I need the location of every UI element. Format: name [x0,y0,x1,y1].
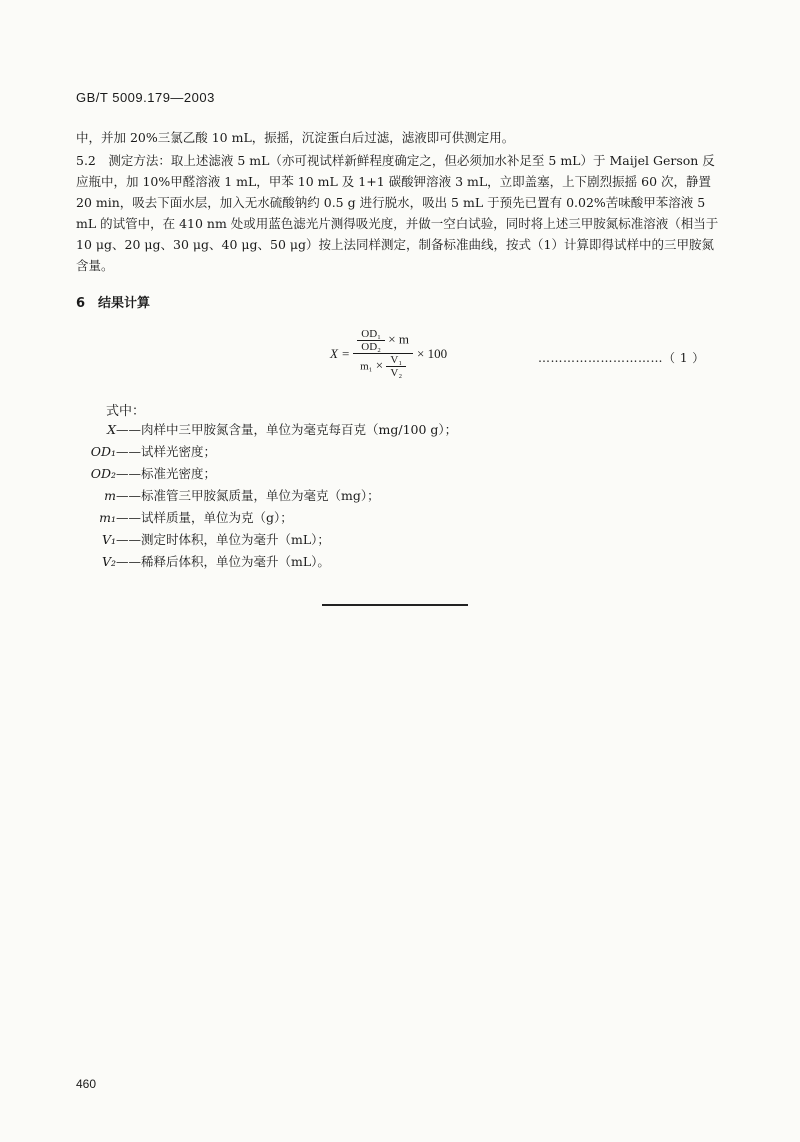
variable-dash: —— [116,422,141,437]
variable-description: 肉样中三甲胺氮含量，单位为毫克每百克（mg/100 g）； [141,422,458,437]
variable-dash: —— [116,554,141,569]
variable-description: 试样质量，单位为克（g）； [141,510,293,525]
od2-term: OD₂ [361,341,382,353]
variable-row [88,442,216,462]
variable-symbol: V₁ [101,532,116,547]
variable-symbol: X [107,422,116,437]
variable-row [88,464,216,484]
od-ratio [357,328,385,353]
v1-term: V₁ [390,354,403,366]
formula-main-fraction [353,328,413,379]
times-sign: × [375,357,384,373]
times-m-term: × m [388,331,409,347]
variable-row [88,486,380,506]
variable-description: 标准管三甲胺氮质量，单位为毫克（mg）； [141,488,380,503]
variable-dash: —— [116,532,141,547]
variable-row [88,508,293,528]
formula-lhs: X [330,345,338,361]
variable-row [88,530,330,550]
formula-denominator [356,354,410,379]
standard-code-header: GB/T 5009.179—2003 [76,90,215,105]
variable-row [88,552,330,572]
variable-description: 稀释后体积，单位为毫升（mL）。 [141,554,330,569]
page-number: 460 [76,1077,97,1091]
variable-description: 标准光密度； [141,466,217,481]
variable-symbol: V₂ [101,554,116,569]
v2-term: V₂ [390,367,403,379]
variable-description: 测定时体积，单位为毫升（mL）； [141,532,330,547]
variable-dash: —— [116,488,141,503]
variable-symbol: OD₂ [90,466,116,481]
formula-numerator [353,328,413,353]
variable-dash: —— [116,466,141,481]
paragraph-continuation: 中，并加 20%三氯乙酸 10 mL，振摇，沉淀蛋白后过滤，滤液即可供测定用。 [76,130,515,145]
v-ratio [386,354,406,379]
variable-symbol: m [104,488,116,503]
variable-description: 试样光密度； [141,444,217,459]
variable-row [88,420,457,440]
variable-dash: —— [116,444,141,459]
variable-dash: —— [116,510,141,525]
paragraph-5-2-method: 5.2 测定方法：取上述滤液 5 mL（亦可视试样新鲜程度确定之，但必须加水补足至 5 mL）于 Maijel Gerson 反应瓶中，加 10%甲醛溶液 1 mL，甲苯 10 mL 及 1+1 碳酸钾溶液 3 mL，立即盖塞，上下剧烈振摇 60 次，静置 20 min，吸去下面水层，加入无水硫酸钠约 0.5 g 进行脱水，吸出 5 mL 于预先已置有 0.02%苦味酸甲苯溶液 5 mL 的试管中，在 410 nm 处或用蓝色滤光片测得吸光度，并做一空白试验，同时将上述三甲胺氮标准溶液（相当于 10 μg、20 μg、30 μg、40 μg、50 μg）按上法同样测定，制备标准曲线，按式（1）计算即得试样中的三甲胺氮含量。 [76,153,719,273]
where-label: 式中： [106,404,146,419]
times-100-term: × 100 [416,345,448,361]
end-rule [322,604,468,606]
formula-number: …………………………（ 1 ） [538,351,705,365]
variable-symbol: m₁ [99,510,116,525]
formula-equals: = [341,345,350,361]
m1-term: m₁ [360,360,373,373]
od1-term: OD₁ [361,328,382,340]
formula-1 [330,328,447,379]
section-6-heading: 6 结果计算 [76,296,151,311]
variable-symbol: OD₁ [90,444,116,459]
